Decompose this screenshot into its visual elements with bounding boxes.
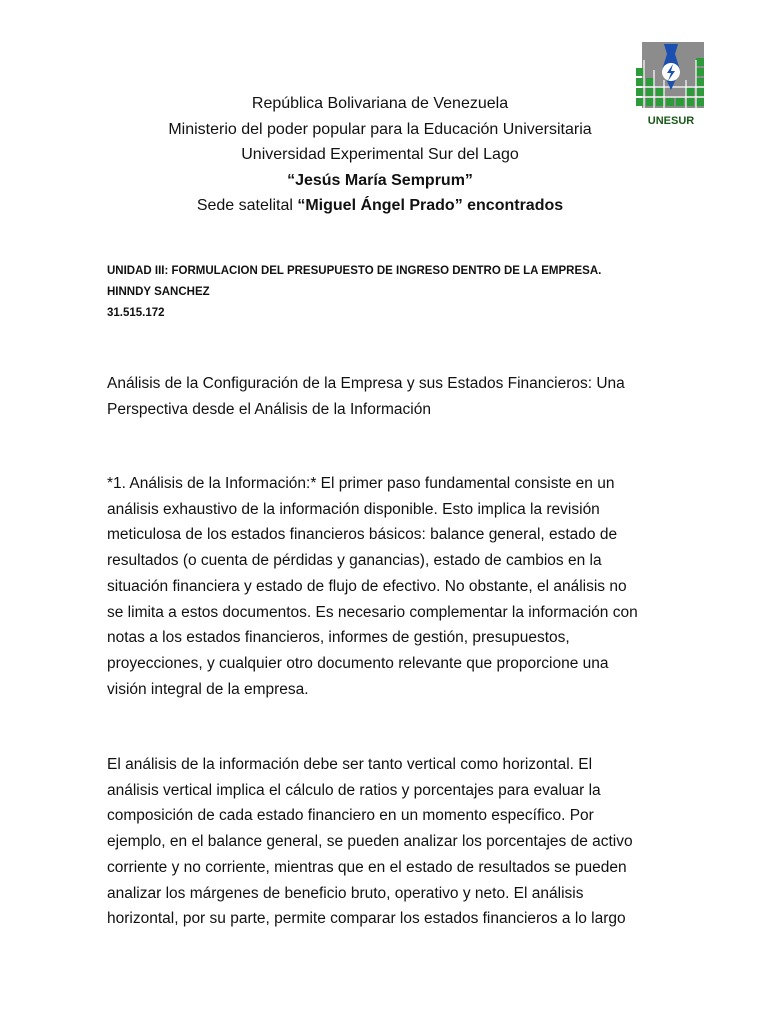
paragraph-line: horizontal, por su parte, permite comparar los estados financieros a lo largo bbox=[107, 910, 626, 928]
student-id: 31.515.172 bbox=[107, 307, 165, 319]
header-line-university-name: “Jesús María Semprum” bbox=[287, 171, 473, 189]
paragraph-line: *1. Análisis de la Información:* El primer paso fundamental consiste en un bbox=[107, 475, 615, 492]
paragraph-line: análisis exhaustivo de la información disponible. Esto implica la revisión bbox=[107, 500, 600, 518]
paragraph-line: proyecciones, y cualquier otro documento relevante que proporcione una bbox=[107, 654, 609, 672]
paragraph-line: se limita a estos documentos. Es necesario complementar la información con bbox=[107, 603, 638, 621]
title-line: Análisis de la Configuración de la Empresa y sus Estados Financieros: Una bbox=[107, 375, 625, 392]
paragraph-line: notas a los estados financieros, informes de gestión, presupuestos, bbox=[107, 629, 570, 647]
paragraph-line: situación financiera y estado de flujo de efectivo. No obstante, el análisis no bbox=[107, 577, 627, 595]
document-title bbox=[107, 371, 667, 422]
paragraph-vertical-horizontal bbox=[107, 752, 667, 932]
paragraph-line: analizar los márgenes de beneficio bruto, operativo y neto. El análisis bbox=[107, 884, 584, 902]
paragraph-analysis-info bbox=[107, 471, 667, 702]
header-line-campus bbox=[100, 193, 660, 219]
title-line: Perspectiva desde el Análisis de la Información bbox=[107, 400, 431, 418]
institution-header bbox=[100, 91, 660, 219]
student-name: HINNDY SANCHEZ bbox=[107, 286, 210, 298]
unit-title: UNIDAD III: FORMULACION DEL PRESUPUESTO DE INGRESO DENTRO DE LA EMPRESA. bbox=[107, 265, 602, 277]
paragraph-line: composición de cada estado financiero en un momento específico. Por bbox=[107, 807, 594, 825]
header-line-country: República Bolivariana de Venezuela bbox=[251, 95, 509, 112]
paragraph-line: ejemplo, en el balance general, se pueden analizar los porcentajes de activo bbox=[107, 833, 633, 851]
svg-text:UNESUR: UNESUR bbox=[647, 115, 695, 127]
paragraph-line: meticulosa de los estados financieros básicos: balance general, estado de bbox=[107, 526, 618, 544]
paragraph-line: corriente y no corriente, mientras que en el estado de resultados se pueden bbox=[107, 858, 627, 876]
campus-name: “Miguel Ángel Prado” encontrados bbox=[297, 197, 564, 214]
header-line-university: Universidad Experimental Sur del Lago bbox=[241, 146, 519, 163]
assignment-meta bbox=[107, 261, 601, 324]
paragraph-line: El análisis de la información debe ser tanto vertical como horizontal. El bbox=[107, 756, 593, 773]
paragraph-line: visión integral de la empresa. bbox=[107, 680, 309, 698]
paragraph-line: análisis vertical implica el cálculo de ratios y porcentajes para evaluar la bbox=[107, 781, 601, 799]
header-line-ministry: Ministerio del poder popular para la Educación Universitaria bbox=[168, 120, 592, 138]
campus-prefix: Sede satelital bbox=[196, 197, 298, 214]
paragraph-line: resultados (o cuenta de pérdidas y ganancias), estado de cambios en la bbox=[107, 552, 602, 570]
